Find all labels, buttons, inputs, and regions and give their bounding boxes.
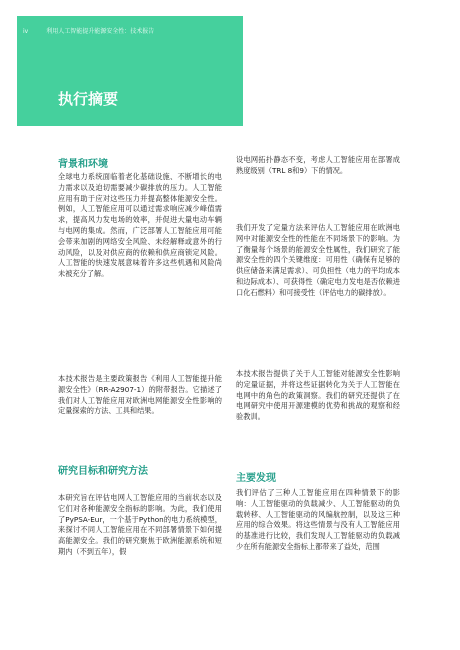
title-banner <box>17 16 243 126</box>
section-heading-objectives: 研究目标和研究方法 <box>58 466 148 477</box>
objectives-paragraph-4: 本技术报告提供了关于人工智能对能源安全性影响的定量证据，并将这些证据转化为关于人工智能在电网中的角色的政策洞察。我们的研究还提供了在电网研究中使用开源建模的优势和挑战的观察和经验教训。 <box>236 369 400 422</box>
background-paragraph-2: 本技术报告是主要政策报告《利用人工智能提升能源安全性》（RR-A2907-1）的附带报告。它描述了我们对人工智能应用对欧洲电网能源安全性影响的定量探索的方法、工具和结果。 <box>58 374 222 416</box>
running-header <box>23 26 154 35</box>
page-title: 执行摘要 <box>58 90 119 108</box>
findings-paragraph-1: 我们评估了三种人工智能应用在四种情景下的影响：人工智能驱动的负载减少、人工智能驱动的负载转移、人工智能驱动的风编航控制，以及这三种应用的综合效果。将这些情景与没有人工智能应用的基准进行比较，我们发现人工智能驱动的负载减少在所有能源安全指标上都带来了益处，范围 <box>236 488 400 551</box>
page-number: iv <box>23 28 29 35</box>
section-heading-findings: 主要发现 <box>236 473 276 484</box>
running-title: 利用人工智能提升能源安全性：技术报告 <box>46 28 155 35</box>
background-paragraph-1: 全球电力系统面临着老化基础设施、不断增长的电力需求以及迫切需要减少碳排放的压力。人工智能应用有助于应对这些压力并提高整体能源安全性。例如，人工智能应用可以通过需求响应减少峰值需求，提高风力发电场的效率，并促进大量电动车辆与电网的集成。然而，广泛部署人工智能应用可能会带来加剧的网络安全风险、未经解释或意外的行动风险，以及对供应商的依赖和供应商锁定风险。人工智能的快速发展意味着许多这些机遇和风险尚未被充分了解。 <box>58 172 222 279</box>
objectives-paragraph-3: 我们开发了定量方法来评估人工智能应用在欧洲电网中对能源安全性的性能在不同场景下的影响。为了衡量每个场景的能源安全性属性，我们研究了能源安全性的四个关键维度：可用性（确保有足够的供应储备来满足需求）、可负担性（电力的平均成本和边际成本）、可获得性（确定电力发电是否依赖进口化石燃料）和可接受性（评估电力的碳排放）。 <box>236 223 400 297</box>
objectives-paragraph-1: 本研究旨在评估电网人工智能应用的当前状态以及它们对各种能源安全指标的影响。为此，我们使用了PyPSA-Eur，一个基于Python的电力系统模型，来探讨不同人工智能应用在不同部署情景下如何提高能源安全。我们的研究聚焦于欧洲能源系统和短期内（不到五年），假 <box>58 493 222 556</box>
objectives-paragraph-2: 设电网拓扑静态不变，考虑人工智能应用在部署成熟度级别（TRL 8和9）下的情况。 <box>236 155 400 175</box>
section-heading-background: 背景和环境 <box>58 159 108 170</box>
